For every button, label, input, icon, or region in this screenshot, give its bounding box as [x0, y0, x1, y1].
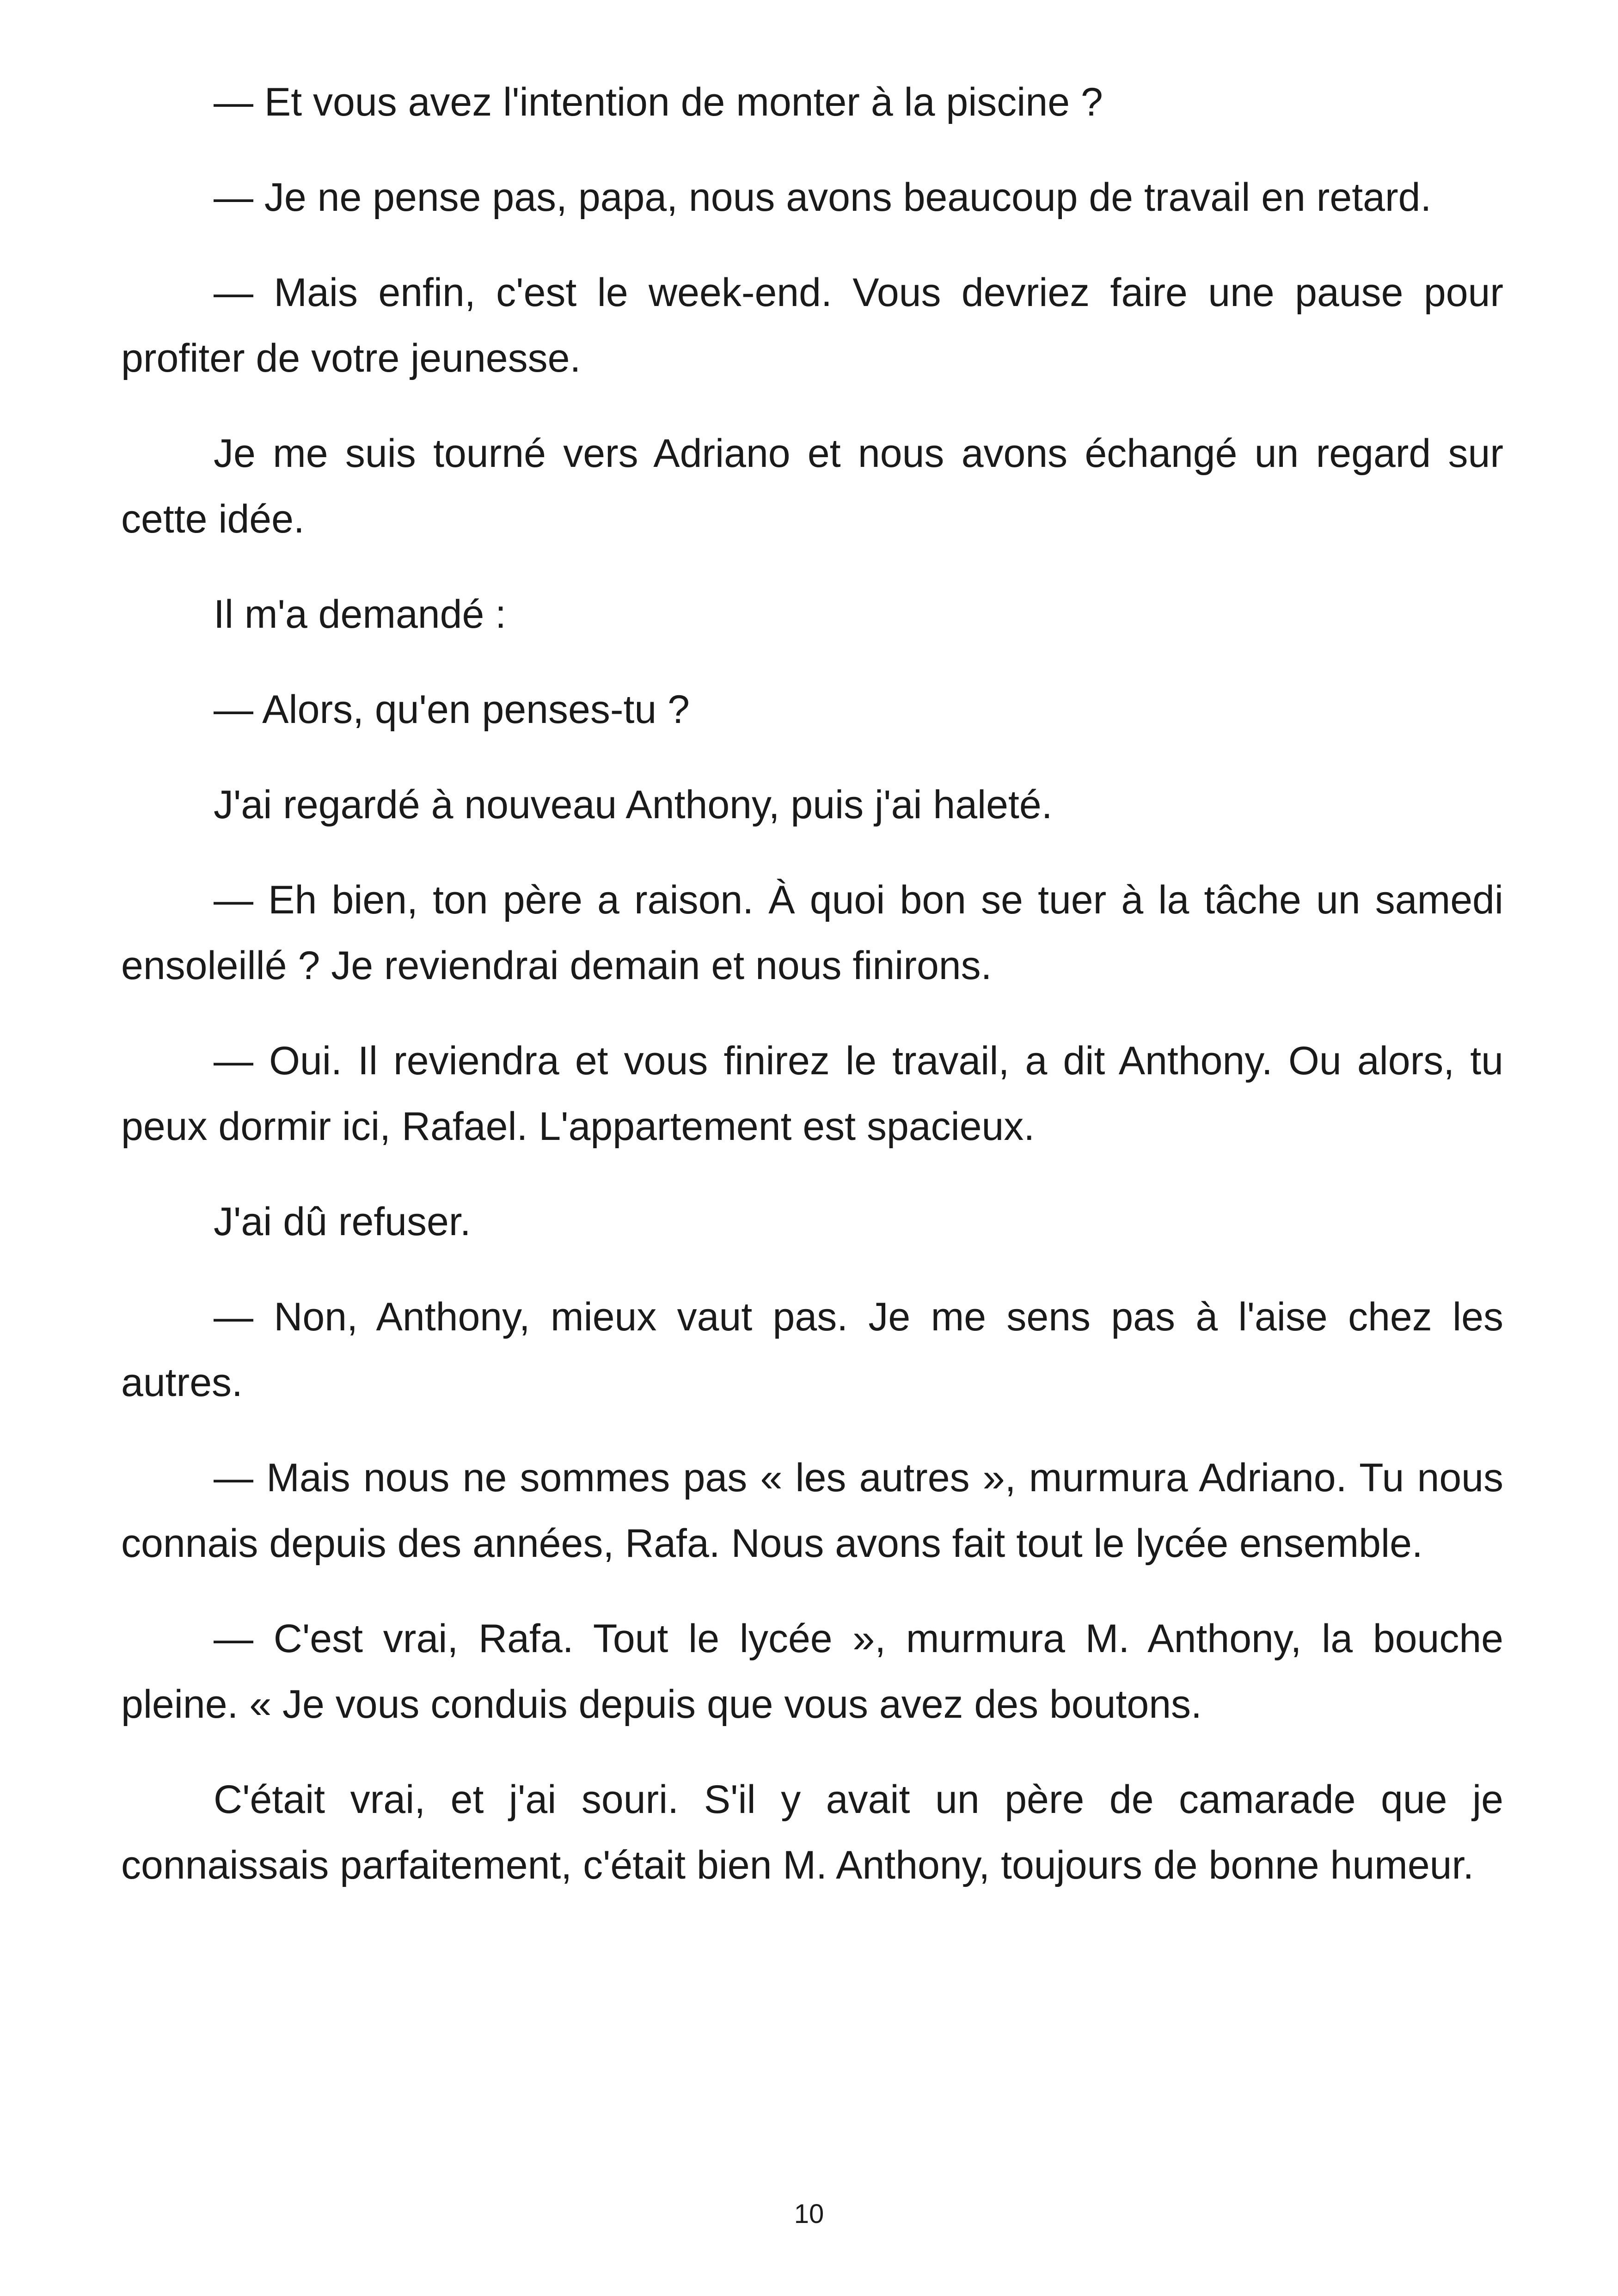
paragraph: — Et vous avez l'intention de monter à la piscine ?	[214, 80, 1103, 124]
paragraph: J'ai regardé à nouveau Anthony, puis j'ai haleté.	[214, 783, 1053, 827]
paragraph: — Non, Anthony, mieux vaut pas. Je me sens pas à l'aise chez les autres.	[121, 1295, 1503, 1405]
paragraph: — Mais nous ne sommes pas « les autres », murmura Adriano. Tu nous connais depuis des années, Rafa. Nous avons fait tout le lycée ensemble.	[121, 1456, 1503, 1566]
paragraph: — Mais enfin, c'est le week-end. Vous devriez faire une pause pour profiter de votre jeunesse.	[121, 270, 1503, 380]
page-number: 10	[794, 2199, 824, 2229]
paragraph: J'ai dû refuser.	[214, 1200, 471, 1244]
paragraph: — Je ne pense pas, papa, nous avons beaucoup de travail en retard.	[214, 175, 1432, 220]
paragraph: — C'est vrai, Rafa. Tout le lycée », murmura M. Anthony, la bouche pleine. « Je vous conduis depuis que vous avez des boutons.	[121, 1616, 1503, 1727]
body-text	[121, 69, 1503, 1928]
paragraph: C'était vrai, et j'ai souri. S'il y avait un père de camarade que je connaissais parfaitement, c'était bien M. Anthony, toujours de bonne humeur.	[121, 1777, 1503, 1887]
paragraph: — Oui. Il reviendra et vous finirez le travail, a dit Anthony. Ou alors, tu peux dormir ici, Rafael. L'appartement est spacieux.	[121, 1039, 1503, 1149]
paragraph: — Alors, qu'en penses-tu ?	[214, 687, 690, 732]
paragraph: Je me suis tourné vers Adriano et nous avons échangé un regard sur cette idée.	[121, 431, 1503, 541]
paragraph: — Eh bien, ton père a raison. À quoi bon se tuer à la tâche un samedi ensoleillé ? Je reviendrai demain et nous finirons.	[121, 878, 1503, 988]
paragraph: Il m'a demandé :	[214, 592, 507, 637]
